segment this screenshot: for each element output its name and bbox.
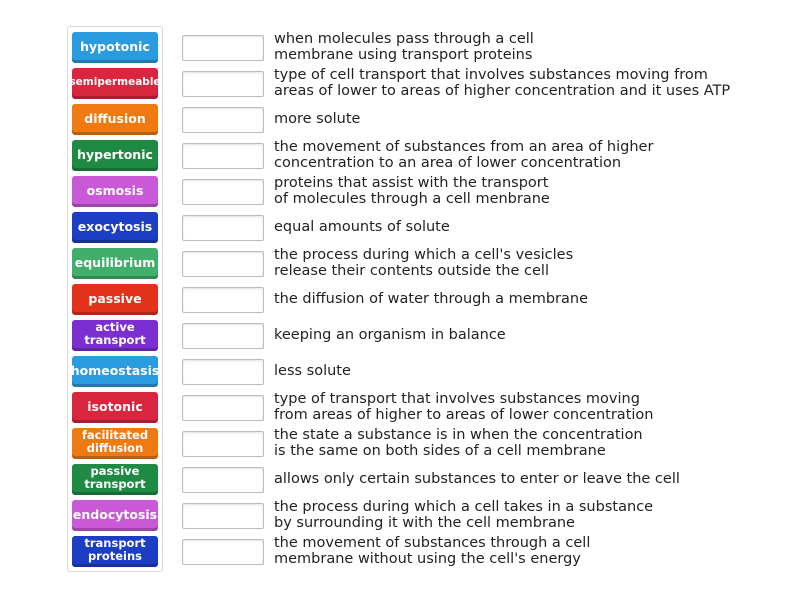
definition-text: the state a substance is in when the concentration is the same on both sides of a cell membrane <box>274 426 643 459</box>
answer-slot[interactable] <box>182 215 264 241</box>
definition-text: the process during which a cell takes in a substance by surrounding it with the cell membrane <box>274 498 654 531</box>
term-tile[interactable]: active transport <box>72 320 158 351</box>
definition-text: type of cell transport that involves substances moving from areas of lower to areas of higher concentration and it uses ATP <box>274 66 731 99</box>
definition-text: equal amounts of solute <box>274 218 450 235</box>
definition-text: proteins that assist with the transport of molecules through a cell menbrane <box>274 174 550 207</box>
term-tile[interactable]: transport proteins <box>72 536 158 567</box>
term-tile[interactable]: passive <box>72 284 158 315</box>
definition-text: the process during which a cell's vesicles release their contents outside the cell <box>274 246 574 279</box>
answer-slot[interactable] <box>182 251 264 277</box>
definition-text: keeping an organism in balance <box>274 326 506 343</box>
answer-slot[interactable] <box>182 107 264 133</box>
answer-slot[interactable] <box>182 323 264 349</box>
term-tile[interactable]: facilitated diffusion <box>72 428 158 459</box>
term-tile[interactable]: hypertonic <box>72 140 158 171</box>
term-tile[interactable]: diffusion <box>72 104 158 135</box>
answer-slot[interactable] <box>182 395 264 421</box>
definition-text: the diffusion of water through a membrane <box>274 290 588 307</box>
term-tile[interactable]: homeostasis <box>72 356 158 387</box>
answer-slot[interactable] <box>182 71 264 97</box>
term-tile[interactable]: semipermeable <box>72 68 158 99</box>
definition-text: more solute <box>274 110 361 127</box>
answer-slot[interactable] <box>182 287 264 313</box>
definition-text: allows only certain substances to enter or leave the cell <box>274 470 680 487</box>
answer-slot[interactable] <box>182 467 264 493</box>
answer-slot[interactable] <box>182 179 264 205</box>
definition-text: type of transport that involves substances moving from areas of higher to areas of lower concentration <box>274 390 654 423</box>
term-tile[interactable]: exocytosis <box>72 212 158 243</box>
answer-slot[interactable] <box>182 35 264 61</box>
term-tile[interactable]: equilibrium <box>72 248 158 279</box>
answer-slot[interactable] <box>182 359 264 385</box>
definition-text: the movement of substances through a cell membrane without using the cell's energy <box>274 534 591 567</box>
term-tile[interactable]: osmosis <box>72 176 158 207</box>
term-tile[interactable]: endocytosis <box>72 500 158 531</box>
definition-text: less solute <box>274 362 351 379</box>
term-tile[interactable]: isotonic <box>72 392 158 423</box>
answer-slot[interactable] <box>182 503 264 529</box>
term-tile[interactable]: passive transport <box>72 464 158 495</box>
term-tile[interactable]: hypotonic <box>72 32 158 63</box>
definition-text: the movement of substances from an area of higher concentration to an area of lower concentration <box>274 138 654 171</box>
definition-text: when molecules pass through a cell membrane using transport proteins <box>274 30 534 63</box>
answer-slot[interactable] <box>182 431 264 457</box>
answer-slot[interactable] <box>182 143 264 169</box>
answer-slot[interactable] <box>182 539 264 565</box>
